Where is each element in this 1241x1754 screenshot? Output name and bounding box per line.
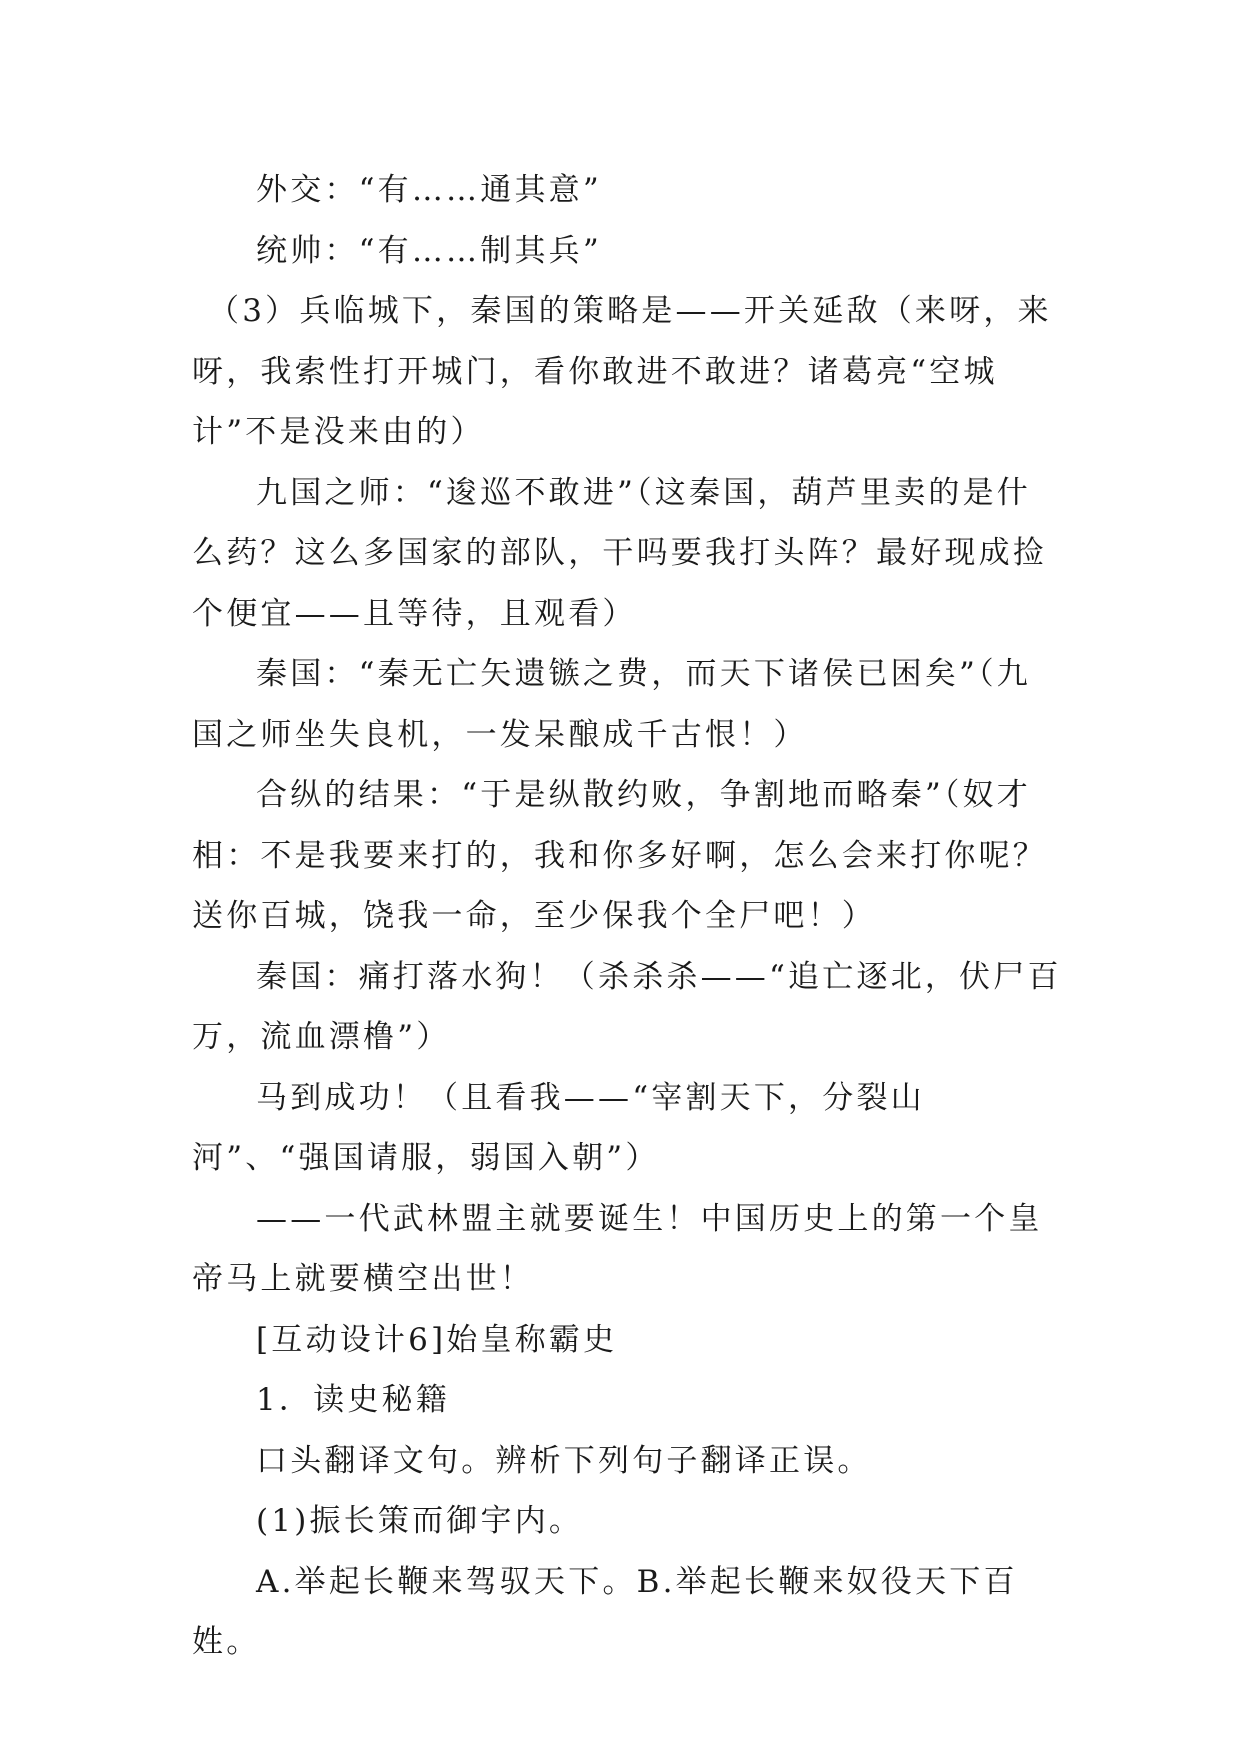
- paragraph-first-emperor: ——一代武林盟主就要诞生！中国历史上的第一个皇帝马上就要横空出世！: [192, 1200, 1043, 1297]
- document-body: [192, 160, 1062, 1673]
- paragraph-diplomacy: 外交：“有……通其意”: [256, 172, 602, 208]
- question-options-1: A.举起长鞭来驾驭天下。B.举起长鞭来奴役天下百姓。: [192, 1563, 1018, 1660]
- section-heading-design-6: [互动设计6]始皇称霸史: [256, 1321, 618, 1358]
- paragraph-qin-attack: 秦国：痛打落水狗！（杀杀杀——“追亡逐北，伏尸百万，流血漂橹”）: [192, 958, 1062, 1055]
- paragraph-success: 马到成功！（且看我——“宰割天下，分裂山河”、“强国请服，弱国入朝”）: [192, 1079, 925, 1176]
- paragraph-qin-no-cost: 秦国：“秦无亡矢遗镞之费，而天下诸侯已困矣”（九国之师坐失良机，一发呆酿成千古恨！）: [192, 656, 1031, 753]
- paragraph-commander: 统帅：“有……制其兵”: [256, 232, 602, 269]
- paragraph-nine-states-army: 九国之师：“逡巡不敢进”（这秦国，葫芦里卖的是什么药？这么多国家的部队，干吗要我打头阵？最好现成捡个便宜——且等待，且观看）: [192, 474, 1047, 632]
- question-item-1: (1)振长策而御宇内。: [256, 1503, 584, 1539]
- paragraph-qin-strategy: （3）兵临城下，秦国的策略是——开关延敌（来呀，来呀，我索性打开城门，看你敢进不敢进？诸葛亮“空城计”不是没来由的）: [192, 293, 1052, 450]
- subsection-heading-reading: 1．读史秘籍: [256, 1382, 450, 1418]
- paragraph-instruction: 口头翻译文句。辨析下列句子翻译正误。: [256, 1442, 872, 1479]
- paragraph-alliance-result: 合纵的结果：“于是纵散约败，争割地而略秦”（奴才相：不是我要来打的，我和你多好啊，怎么会来打你呢？送你百城，饶我一命，至少保我个全尸吧！）: [192, 777, 1047, 934]
